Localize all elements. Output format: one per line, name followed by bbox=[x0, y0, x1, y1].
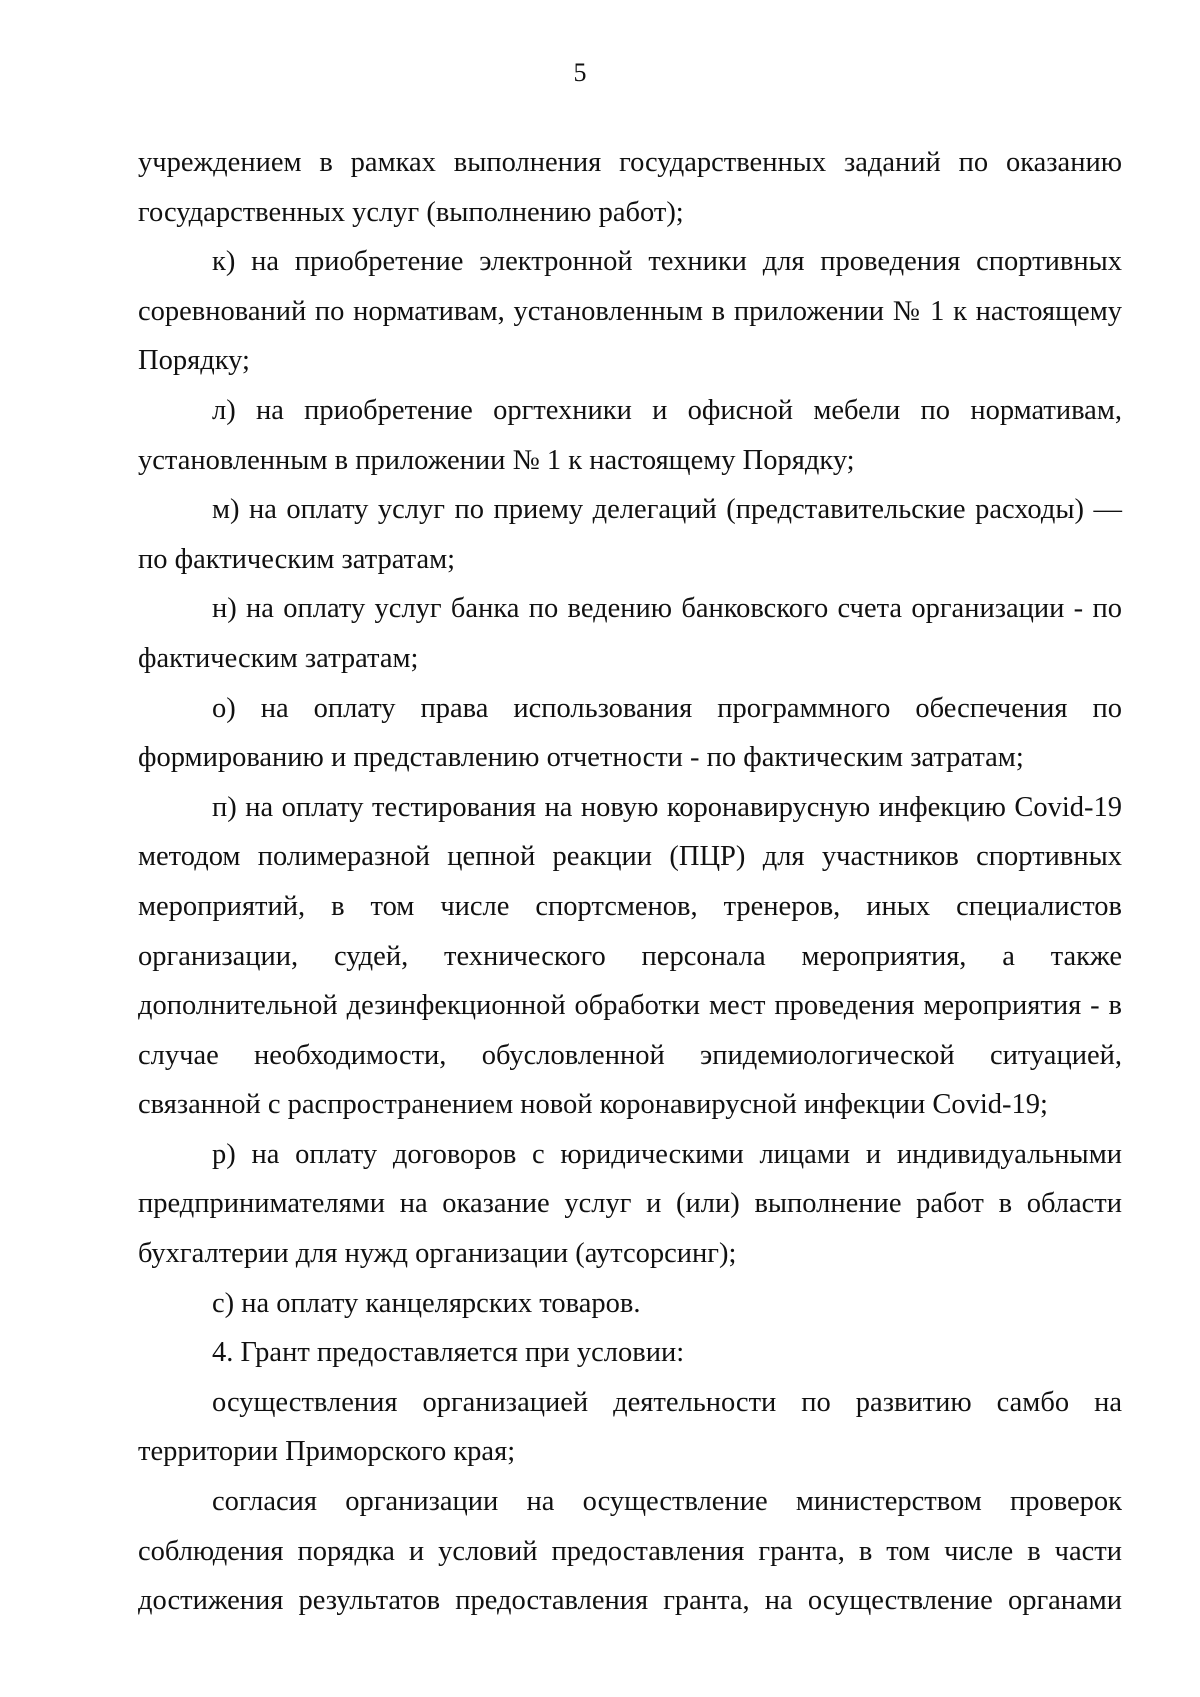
page-number: 5 bbox=[573, 58, 587, 87]
paragraph-item-l: л) на приобретение оргтехники и офисной мебели по нормативам, установленным в приложении № 1 к настоящему Порядку; bbox=[138, 394, 1122, 476]
paragraph-condition-consent: согласия организации на осуществление министерством проверок соблюдения порядка и условий предоставления гранта, в том числе в части достижения результатов предоставления гранта, на осуществление органами bbox=[138, 1486, 1122, 1617]
paragraph-section-4: 4. Грант предоставляется при условии: bbox=[212, 1337, 685, 1369]
paragraph-item-o: о) на оплату права использования программного обеспечения по формированию и представлению отчетности - по фактическим затратам; bbox=[138, 692, 1122, 774]
paragraph-item-p: п) на оплату тестирования на новую коронавирусную инфекцию Covid-19 методом полимеразной цепной реакции (ПЦР) для участников спортивных мероприятий, в том числе спортсменов, тренеров, иных специалистов организации, судей, технического персонала мероприятия, а также дополнительной дезинфекционной обработки мест проведения мероприятия - в случае необходимости, обусловленной эпидемиологической ситуацией, связанной с распространением новой коронавирусной инфекции Covid-19; bbox=[138, 791, 1122, 1121]
paragraph-item-m: м) на оплату услуг по приему делегаций (представительские расходы) — по фактическим затратам; bbox=[138, 494, 1122, 575]
paragraph-condition-activity: осуществления организацией деятельности по развитию самбо на территории Приморского края; bbox=[138, 1386, 1122, 1468]
paragraph-item-s: с) на оплату канцелярских товаров. bbox=[212, 1287, 641, 1319]
paragraph-continuation: учреждением в рамках выполнения государственных заданий по оказанию государственных услуг (выполнению работ); bbox=[138, 147, 1122, 228]
paragraph-item-r: р) на оплату договоров с юридическими лицами и индивидуальными предпринимателями на оказание услуг и (или) выполнение работ в области бухгалтерии для нужд организации (аутсорсинг); bbox=[138, 1138, 1122, 1270]
document-body bbox=[138, 138, 1122, 1626]
paragraph-item-k: к) на приобретение электронной техники для проведения спортивных соревнований по нормативам, установленным в приложении № 1 к настоящему Порядку; bbox=[138, 246, 1122, 377]
paragraph-item-n: н) на оплату услуг банка по ведению банковского счета организации - по фактическим затратам; bbox=[138, 593, 1122, 674]
